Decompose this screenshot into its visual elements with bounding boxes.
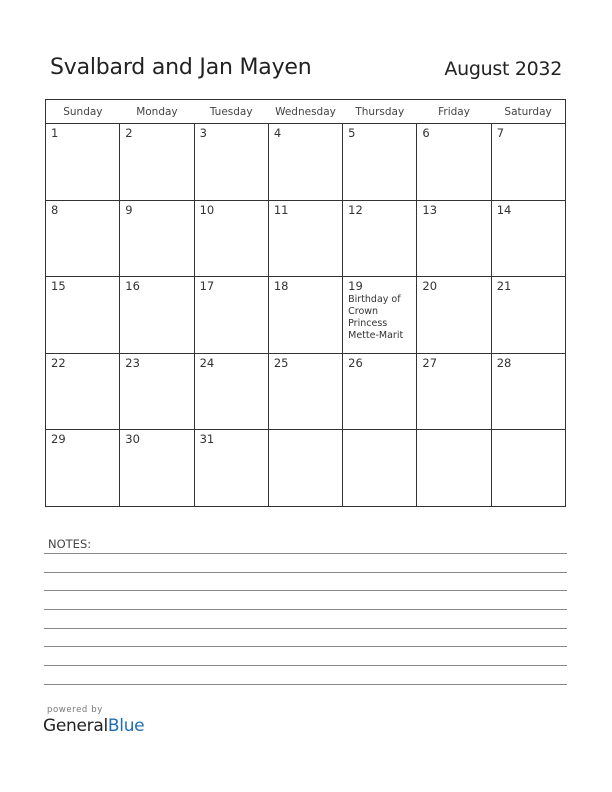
powered-by-text: powered by: [47, 705, 103, 715]
calendar-day-cell: [194, 200, 268, 277]
calendar-day-cell: [343, 277, 417, 354]
notes-line: [44, 553, 567, 554]
day-number: 9: [125, 202, 133, 217]
day-number: 7: [496, 126, 505, 140]
calendar-day-cell: [120, 200, 194, 277]
notes-line: [44, 628, 567, 629]
calendar-day-cell: [46, 353, 120, 430]
day-number: 11: [273, 202, 289, 217]
calendar-day-cell: [417, 277, 491, 354]
day-number: 31: [199, 432, 215, 446]
weekday-header-row: [46, 100, 566, 124]
calendar-week-row: [46, 277, 566, 354]
day-number: 4: [273, 126, 282, 140]
notes-label: NOTES:: [48, 537, 92, 551]
day-number: 6: [422, 126, 430, 140]
weekday-sunday: Sunday: [46, 100, 120, 124]
calendar-grid: [45, 99, 566, 507]
calendar-day-cell: [417, 353, 491, 430]
notes-line: [44, 646, 567, 647]
day-number: 15: [51, 279, 66, 293]
day-number: 29: [51, 432, 66, 446]
calendar-day-cell: [268, 353, 342, 430]
day-number: 12: [348, 202, 363, 217]
day-number: 20: [422, 279, 438, 293]
calendar-day-cell: [120, 124, 194, 201]
weekday-wednesday: Wednesday: [268, 100, 342, 124]
notes-line: [44, 609, 567, 610]
day-number: 13: [422, 202, 438, 217]
day-number: 16: [125, 279, 140, 293]
calendar-day-cell: [120, 430, 194, 507]
calendar-day-cell: [491, 277, 565, 354]
calendar-day-cell: [194, 430, 268, 507]
calendar-day-cell: [46, 200, 120, 277]
day-number: 8: [51, 202, 59, 217]
calendar-day-cell: [46, 430, 120, 507]
holiday-label: Birthday of Crown Princess Mette-Marit: [348, 294, 404, 341]
calendar-day-cell: [268, 200, 342, 277]
weekday-monday: Monday: [120, 100, 194, 124]
calendar-day-cell: [417, 124, 491, 201]
notes-line: [44, 665, 567, 666]
weekday-saturday: Saturday: [491, 100, 565, 124]
calendar-day-cell: [268, 430, 342, 507]
day-number: 17: [199, 279, 215, 293]
day-number: 19: [348, 279, 363, 293]
calendar-day-cell: [491, 430, 565, 507]
calendar-day-cell: [46, 277, 120, 354]
calendar-day-cell: [417, 430, 491, 507]
day-number: 27: [422, 355, 438, 370]
weekday-friday: Friday: [417, 100, 491, 124]
day-number: 2: [125, 126, 133, 140]
calendar-day-cell: [491, 200, 565, 277]
calendar-day-cell: [343, 353, 417, 430]
calendar-country-title: Svalbard and Jan Mayen: [50, 55, 312, 80]
calendar-day-cell: [343, 124, 417, 201]
calendar-day-cell: [194, 353, 268, 430]
day-number: 24: [199, 355, 215, 370]
calendar-week-row: [46, 124, 566, 201]
notes-line: [44, 684, 567, 685]
generalblue-logo: [43, 716, 144, 736]
day-number: 3: [199, 126, 207, 140]
day-number: 26: [348, 355, 363, 370]
calendar-day-cell: [417, 200, 491, 277]
day-number: 10: [199, 202, 215, 217]
calendar-day-cell: [343, 430, 417, 507]
calendar-day-cell: [491, 353, 565, 430]
weekday-thursday: Thursday: [343, 100, 417, 124]
calendar-day-cell: [46, 124, 120, 201]
notes-line: [44, 590, 567, 591]
day-number: 5: [348, 126, 356, 140]
calendar-week-row: [46, 353, 566, 430]
day-number: 28: [496, 355, 512, 370]
calendar-day-cell: [194, 277, 268, 354]
calendar-day-cell: [194, 124, 268, 201]
day-number: 18: [273, 279, 289, 293]
day-number: 22: [51, 355, 66, 370]
logo-blue-text: Blue: [107, 716, 145, 736]
calendar-day-cell: [343, 200, 417, 277]
day-number: 23: [125, 355, 140, 370]
calendar-week-row: [46, 430, 566, 507]
day-number: 1: [51, 126, 59, 140]
day-number: 21: [496, 279, 512, 293]
calendar-day-cell: [268, 277, 342, 354]
weekday-tuesday: Tuesday: [194, 100, 268, 124]
calendar-day-cell: [120, 353, 194, 430]
day-number: 30: [125, 432, 140, 446]
logo-general-text: General: [43, 716, 108, 736]
notes-line: [44, 572, 567, 573]
day-number: 14: [496, 202, 512, 217]
calendar-day-cell: [268, 124, 342, 201]
calendar-day-cell: [120, 277, 194, 354]
day-number: 25: [273, 355, 289, 370]
calendar-day-cell: [491, 124, 565, 201]
calendar-week-row: [46, 200, 566, 277]
calendar-month-year: August 2032: [444, 58, 562, 80]
